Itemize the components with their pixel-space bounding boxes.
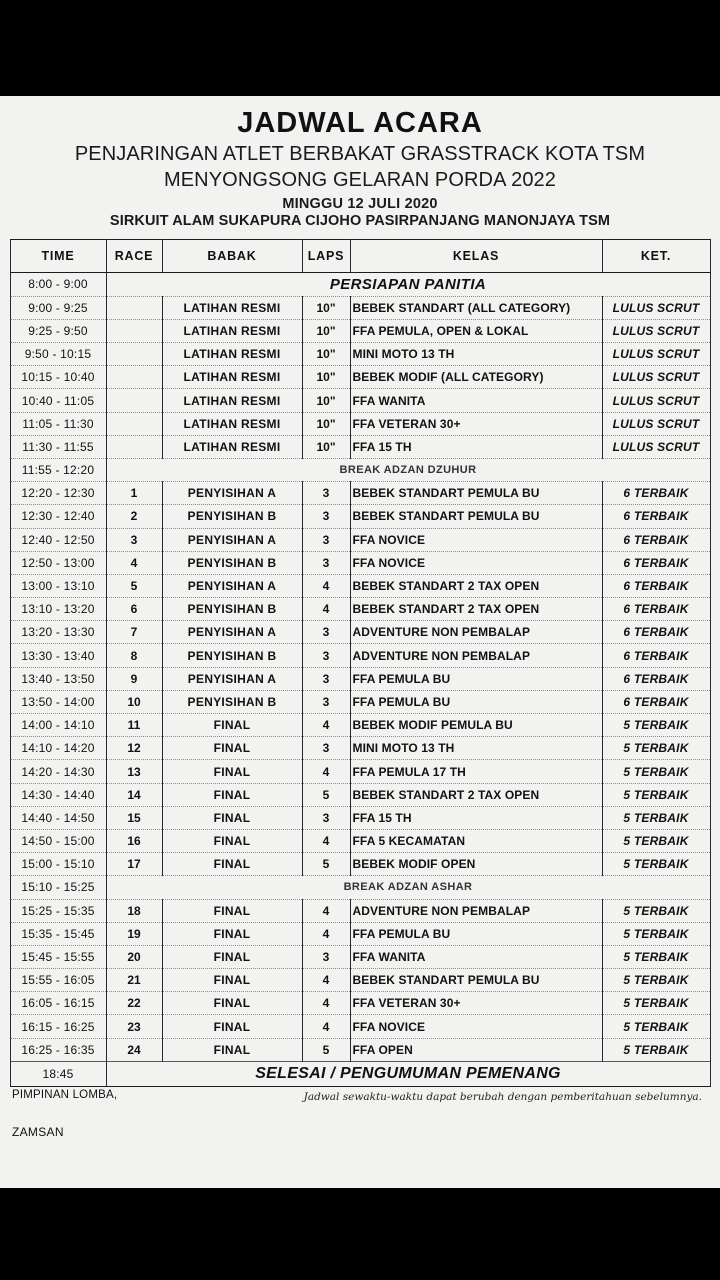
cell-race: 5 — [106, 574, 162, 597]
cell-race: 6 — [106, 598, 162, 621]
table-row — [10, 690, 710, 713]
cell-laps: 5 — [302, 853, 350, 876]
cell-ket: 6 TERBAIK — [602, 528, 710, 551]
cell-time: 14:20 - 14:30 — [10, 760, 106, 783]
cell-ket: 5 TERBAIK — [602, 1038, 710, 1061]
cell-ket: 5 TERBAIK — [602, 1015, 710, 1038]
cell-race: 18 — [106, 899, 162, 922]
cell-babak: FINAL — [162, 714, 302, 737]
cell-race: 15 — [106, 806, 162, 829]
cell-babak: FINAL — [162, 737, 302, 760]
cell-babak: LATIHAN RESMI — [162, 366, 302, 389]
cell-time: 13:10 - 13:20 — [10, 598, 106, 621]
schedule-body — [10, 272, 710, 1086]
cell-time: 15:55 - 16:05 — [10, 969, 106, 992]
cell-babak: PENYISIHAN A — [162, 574, 302, 597]
cell-laps: 10" — [302, 296, 350, 319]
cell-ket: 5 TERBAIK — [602, 714, 710, 737]
cell-time: 9:25 - 9:50 — [10, 319, 106, 342]
cell-time: 13:50 - 14:00 — [10, 690, 106, 713]
cell-race: 4 — [106, 551, 162, 574]
cell-race: 16 — [106, 829, 162, 852]
cell-kelas: BEBEK STANDART 2 TAX OPEN — [350, 574, 602, 597]
cell-ket: 5 TERBAIK — [602, 783, 710, 806]
table-row — [10, 829, 710, 852]
signer-name: ZAMSAN — [12, 1124, 64, 1139]
cell-babak: FINAL — [162, 969, 302, 992]
table-row — [10, 922, 710, 945]
cell-kelas: FFA VETERAN 30+ — [350, 992, 602, 1015]
cell-babak: FINAL — [162, 945, 302, 968]
cell-ket: 6 TERBAIK — [602, 621, 710, 644]
cell-laps: 10" — [302, 319, 350, 342]
cell-laps: 3 — [302, 667, 350, 690]
cell-ket: 6 TERBAIK — [602, 482, 710, 505]
signer-role: PIMPINAN LOMBA, — [12, 1088, 118, 1101]
table-row — [10, 598, 710, 621]
cell-race — [106, 319, 162, 342]
cell-laps: 3 — [302, 482, 350, 505]
cell-ket: 6 TERBAIK — [602, 574, 710, 597]
cell-race — [106, 296, 162, 319]
cell-kelas: ADVENTURE NON PEMBALAP — [350, 899, 602, 922]
event-date: MINGGU 12 JULI 2020 — [282, 195, 438, 212]
cell-race: 24 — [106, 1038, 162, 1061]
cell-ket: LULUS SCRUT — [602, 435, 710, 458]
cell-babak: LATIHAN RESMI — [162, 435, 302, 458]
table-row-finish — [10, 1061, 710, 1086]
cell-laps: 3 — [302, 644, 350, 667]
cell-race: 12 — [106, 737, 162, 760]
cell-time: 9:00 - 9:25 — [10, 296, 106, 319]
table-row — [10, 945, 710, 968]
cell-ket: LULUS SCRUT — [602, 389, 710, 412]
cell-babak: PENYISIHAN B — [162, 644, 302, 667]
cell-kelas: MINI MOTO 13 TH — [350, 343, 602, 366]
cell-kelas: FFA PEMULA BU — [350, 667, 602, 690]
table-row — [10, 412, 710, 435]
cell-babak: FINAL — [162, 760, 302, 783]
cell-laps: 3 — [302, 528, 350, 551]
cell-kelas: BEBEK MODIF (ALL CATEGORY) — [350, 366, 602, 389]
cell-race: 19 — [106, 922, 162, 945]
cell-kelas: FFA PEMULA, OPEN & LOKAL — [350, 319, 602, 342]
cell-ket: LULUS SCRUT — [602, 412, 710, 435]
cell-babak: FINAL — [162, 922, 302, 945]
cell-break-text: BREAK ADZAN ASHAR — [106, 876, 710, 899]
table-row-banner — [10, 272, 710, 296]
cell-ket: 5 TERBAIK — [602, 737, 710, 760]
table-row — [10, 737, 710, 760]
cell-laps: 5 — [302, 783, 350, 806]
cell-time: 13:40 - 13:50 — [10, 667, 106, 690]
cell-babak: PENYISIHAN A — [162, 528, 302, 551]
table-row — [10, 319, 710, 342]
cell-kelas: BEBEK MODIF PEMULA BU — [350, 714, 602, 737]
cell-time: 9:50 - 10:15 — [10, 343, 106, 366]
cell-ket: 5 TERBAIK — [602, 853, 710, 876]
schedule-table — [10, 239, 711, 1087]
cell-kelas: BEBEK STANDART 2 TAX OPEN — [350, 598, 602, 621]
cell-time: 14:30 - 14:40 — [10, 783, 106, 806]
column-header-race: RACE — [106, 239, 162, 272]
cell-time: 14:00 - 14:10 — [10, 714, 106, 737]
cell-time: 12:20 - 12:30 — [10, 482, 106, 505]
cell-ket: LULUS SCRUT — [602, 343, 710, 366]
cell-race: 21 — [106, 969, 162, 992]
cell-laps: 10" — [302, 435, 350, 458]
table-row — [10, 969, 710, 992]
cell-babak: PENYISIHAN B — [162, 598, 302, 621]
cell-race — [106, 412, 162, 435]
cell-babak: FINAL — [162, 992, 302, 1015]
cell-laps: 10" — [302, 366, 350, 389]
cell-babak: LATIHAN RESMI — [162, 412, 302, 435]
cell-ket: 5 TERBAIK — [602, 806, 710, 829]
cell-kelas: BEBEK STANDART PEMULA BU — [350, 969, 602, 992]
table-row — [10, 551, 710, 574]
cell-race — [106, 343, 162, 366]
cell-ket: 6 TERBAIK — [602, 690, 710, 713]
cell-laps: 3 — [302, 690, 350, 713]
cell-kelas: FFA WANITA — [350, 945, 602, 968]
cell-time: 13:20 - 13:30 — [10, 621, 106, 644]
cell-ket: 5 TERBAIK — [602, 760, 710, 783]
cell-race: 20 — [106, 945, 162, 968]
cell-babak: PENYISIHAN A — [162, 621, 302, 644]
cell-ket: 5 TERBAIK — [602, 829, 710, 852]
cell-time: 11:55 - 12:20 — [10, 458, 106, 481]
cell-race — [106, 366, 162, 389]
cell-kelas: ADVENTURE NON PEMBALAP — [350, 621, 602, 644]
table-row — [10, 574, 710, 597]
cell-kelas: FFA 5 KECAMATAN — [350, 829, 602, 852]
cell-babak: FINAL — [162, 783, 302, 806]
cell-time: 15:10 - 15:25 — [10, 876, 106, 899]
cell-ket: 6 TERBAIK — [602, 505, 710, 528]
cell-time: 11:30 - 11:55 — [10, 435, 106, 458]
cell-time: 16:25 - 16:35 — [10, 1038, 106, 1061]
table-row — [10, 667, 710, 690]
table-row — [10, 343, 710, 366]
cell-kelas: FFA WANITA — [350, 389, 602, 412]
table-header-row — [10, 239, 710, 272]
cell-ket: LULUS SCRUT — [602, 319, 710, 342]
cell-kelas: FFA PEMULA BU — [350, 922, 602, 945]
cell-race — [106, 435, 162, 458]
column-header-laps: LAPS — [302, 239, 350, 272]
cell-ket: 6 TERBAIK — [602, 551, 710, 574]
table-row — [10, 505, 710, 528]
page-title: JADWAL ACARA — [237, 107, 483, 139]
cell-laps: 3 — [302, 551, 350, 574]
cell-kelas: ADVENTURE NON PEMBALAP — [350, 644, 602, 667]
cell-race: 10 — [106, 690, 162, 713]
cell-ket: 6 TERBAIK — [602, 644, 710, 667]
table-row — [10, 783, 710, 806]
cell-ket: 6 TERBAIK — [602, 598, 710, 621]
cell-banner-text: PERSIAPAN PANITIA — [106, 272, 710, 296]
cell-babak: PENYISIHAN B — [162, 505, 302, 528]
disclaimer-note: Jadwal sewaktu-waktu dapat berubah dengan pemberitahuan sebelumnya. — [303, 1090, 702, 1103]
cell-time: 12:50 - 13:00 — [10, 551, 106, 574]
table-row — [10, 1015, 710, 1038]
cell-ket: 5 TERBAIK — [602, 922, 710, 945]
cell-laps: 10" — [302, 343, 350, 366]
cell-babak: PENYISIHAN A — [162, 667, 302, 690]
cell-laps: 3 — [302, 737, 350, 760]
cell-kelas: BEBEK STANDART 2 TAX OPEN — [350, 783, 602, 806]
cell-time: 15:25 - 15:35 — [10, 899, 106, 922]
cell-finish-text: SELESAI / PENGUMUMAN PEMENANG — [106, 1061, 710, 1086]
cell-laps: 4 — [302, 714, 350, 737]
cell-ket: 5 TERBAIK — [602, 899, 710, 922]
poster-header — [0, 96, 720, 233]
column-header-time: TIME — [10, 239, 106, 272]
cell-babak: LATIHAN RESMI — [162, 343, 302, 366]
table-row — [10, 389, 710, 412]
cell-laps: 3 — [302, 945, 350, 968]
column-header-babak: BABAK — [162, 239, 302, 272]
table-row — [10, 366, 710, 389]
cell-babak: FINAL — [162, 829, 302, 852]
cell-laps: 3 — [302, 621, 350, 644]
cell-race: 1 — [106, 482, 162, 505]
cell-ket: 6 TERBAIK — [602, 667, 710, 690]
cell-race: 7 — [106, 621, 162, 644]
column-header-ket: KET. — [602, 239, 710, 272]
cell-race: 13 — [106, 760, 162, 783]
cell-babak: FINAL — [162, 1038, 302, 1061]
cell-time: 14:40 - 14:50 — [10, 806, 106, 829]
cell-time: 15:00 - 15:10 — [10, 853, 106, 876]
cell-laps: 4 — [302, 760, 350, 783]
poster-footer — [10, 1087, 710, 1149]
cell-race: 9 — [106, 667, 162, 690]
cell-time: 13:00 - 13:10 — [10, 574, 106, 597]
cell-laps: 3 — [302, 505, 350, 528]
table-row — [10, 760, 710, 783]
cell-time: 12:40 - 12:50 — [10, 528, 106, 551]
cell-time: 14:50 - 15:00 — [10, 829, 106, 852]
cell-laps: 4 — [302, 574, 350, 597]
cell-kelas: FFA VETERAN 30+ — [350, 412, 602, 435]
cell-laps: 4 — [302, 922, 350, 945]
cell-kelas: BEBEK MODIF OPEN — [350, 853, 602, 876]
cell-time: 11:05 - 11:30 — [10, 412, 106, 435]
cell-babak: LATIHAN RESMI — [162, 319, 302, 342]
table-row — [10, 435, 710, 458]
event-venue: SIRKUIT ALAM SUKAPURA CIJOHO PASIRPANJANG MANONJAYA TSM — [109, 212, 611, 229]
cell-kelas: FFA 15 TH — [350, 806, 602, 829]
table-row — [10, 714, 710, 737]
cell-kelas: FFA NOVICE — [350, 528, 602, 551]
cell-kelas: BEBEK STANDART PEMULA BU — [350, 482, 602, 505]
cell-laps: 3 — [302, 806, 350, 829]
cell-race — [106, 389, 162, 412]
cell-time: 8:00 - 9:00 — [10, 272, 106, 296]
cell-race: 17 — [106, 853, 162, 876]
cell-kelas: BEBEK STANDART (ALL CATEGORY) — [350, 296, 602, 319]
cell-ket: LULUS SCRUT — [602, 296, 710, 319]
cell-time: 12:30 - 12:40 — [10, 505, 106, 528]
cell-time: 16:05 - 16:15 — [10, 992, 106, 1015]
cell-time: 10:40 - 11:05 — [10, 389, 106, 412]
cell-kelas: BEBEK STANDART PEMULA BU — [350, 505, 602, 528]
cell-laps: 4 — [302, 899, 350, 922]
table-row — [10, 853, 710, 876]
cell-laps: 5 — [302, 1038, 350, 1061]
table-row — [10, 621, 710, 644]
table-row — [10, 1038, 710, 1061]
table-row — [10, 899, 710, 922]
table-row — [10, 992, 710, 1015]
cell-ket: 5 TERBAIK — [602, 992, 710, 1015]
cell-time: 18:45 — [10, 1061, 106, 1086]
cell-babak: LATIHAN RESMI — [162, 296, 302, 319]
cell-time: 14:10 - 14:20 — [10, 737, 106, 760]
cell-kelas: MINI MOTO 13 TH — [350, 737, 602, 760]
cell-laps: 4 — [302, 992, 350, 1015]
subtitle-line-1: PENJARINGAN ATLET BERBAKAT GRASSTRACK KOTA TSM — [74, 142, 646, 165]
table-row-break — [10, 458, 710, 481]
cell-race: 23 — [106, 1015, 162, 1038]
cell-race: 3 — [106, 528, 162, 551]
cell-kelas: FFA OPEN — [350, 1038, 602, 1061]
cell-laps: 4 — [302, 969, 350, 992]
cell-kelas: FFA 15 TH — [350, 435, 602, 458]
column-header-kelas: KELAS — [350, 239, 602, 272]
cell-race: 2 — [106, 505, 162, 528]
cell-babak: FINAL — [162, 899, 302, 922]
cell-break-text: BREAK ADZAN DZUHUR — [106, 458, 710, 481]
table-row — [10, 528, 710, 551]
cell-time: 10:15 - 10:40 — [10, 366, 106, 389]
cell-babak: FINAL — [162, 1015, 302, 1038]
cell-babak: PENYISIHAN B — [162, 551, 302, 574]
cell-babak: FINAL — [162, 806, 302, 829]
table-row — [10, 644, 710, 667]
cell-ket: 5 TERBAIK — [602, 945, 710, 968]
cell-race: 8 — [106, 644, 162, 667]
cell-kelas: FFA PEMULA BU — [350, 690, 602, 713]
cell-laps: 10" — [302, 389, 350, 412]
cell-laps: 10" — [302, 412, 350, 435]
table-row — [10, 482, 710, 505]
cell-kelas: FFA NOVICE — [350, 1015, 602, 1038]
cell-babak: FINAL — [162, 853, 302, 876]
cell-kelas: FFA PEMULA 17 TH — [350, 760, 602, 783]
cell-babak: PENYISIHAN B — [162, 690, 302, 713]
table-row-break — [10, 876, 710, 899]
cell-laps: 4 — [302, 598, 350, 621]
cell-time: 15:45 - 15:55 — [10, 945, 106, 968]
cell-laps: 4 — [302, 1015, 350, 1038]
table-row — [10, 806, 710, 829]
cell-laps: 4 — [302, 829, 350, 852]
cell-babak: LATIHAN RESMI — [162, 389, 302, 412]
cell-babak: PENYISIHAN A — [162, 482, 302, 505]
cell-ket: 5 TERBAIK — [602, 969, 710, 992]
table-row — [10, 296, 710, 319]
cell-time: 13:30 - 13:40 — [10, 644, 106, 667]
schedule-poster — [0, 96, 720, 1188]
cell-time: 16:15 - 16:25 — [10, 1015, 106, 1038]
cell-race: 22 — [106, 992, 162, 1015]
subtitle-line-2: MENYONGSONG GELARAN PORDA 2022 — [163, 169, 556, 192]
cell-kelas: FFA NOVICE — [350, 551, 602, 574]
cell-time: 15:35 - 15:45 — [10, 922, 106, 945]
cell-ket: LULUS SCRUT — [602, 366, 710, 389]
cell-race: 11 — [106, 714, 162, 737]
cell-race: 14 — [106, 783, 162, 806]
